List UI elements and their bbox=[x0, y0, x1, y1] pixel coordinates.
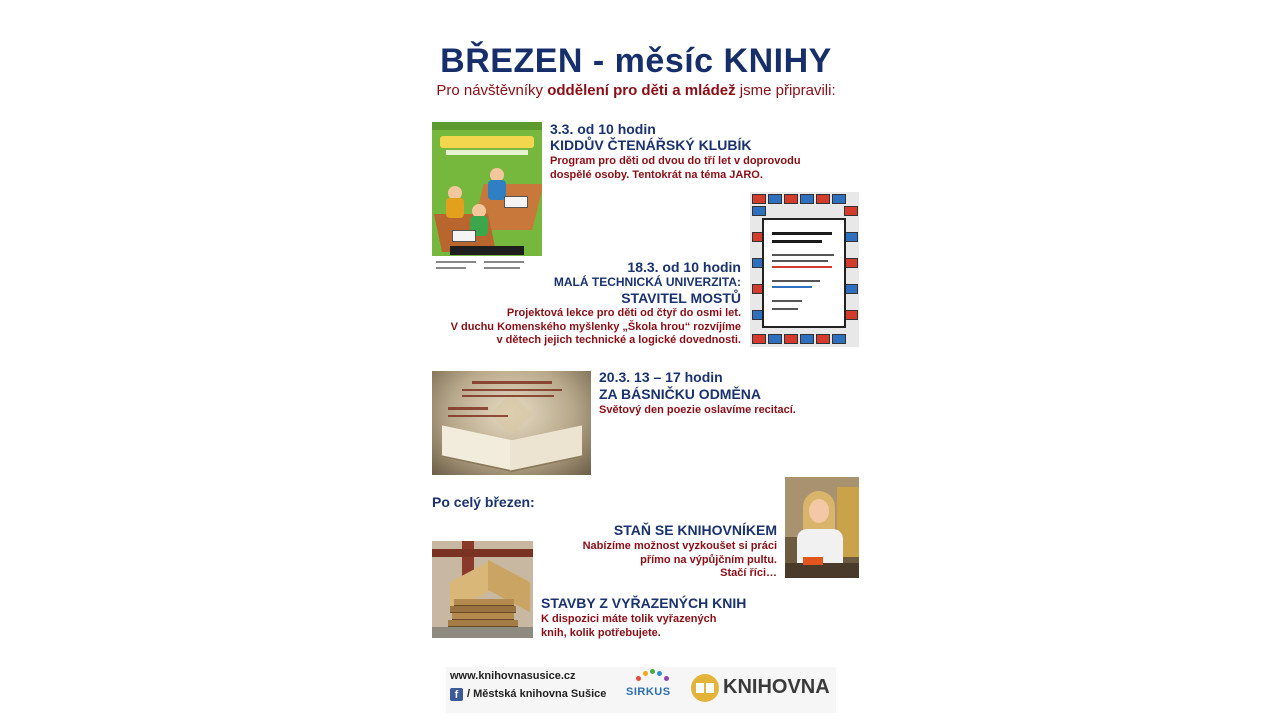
footer-facebook-link[interactable]: / Městská knihovna Sušice bbox=[467, 688, 607, 700]
event-3-description bbox=[599, 404, 849, 418]
event-1-title: KIDDŮV ČTENÁŘSKÝ KLUBÍK bbox=[550, 137, 752, 153]
event-2-desc-line: Projektová lekce pro děti od čtyř do osmi let. bbox=[506, 307, 741, 319]
event-3-desc-line: Světový den poezie oslavíme recitací. bbox=[599, 404, 796, 416]
poezie-poster-image bbox=[432, 371, 591, 475]
event-1-desc-line: Program pro děti od dvou do tří let v doprovodu bbox=[550, 155, 801, 167]
subtitle-text-end: jsme připravili: bbox=[735, 82, 836, 99]
page-subtitle bbox=[420, 82, 852, 99]
librarian-title: STAŇ SE KNIHOVNÍKEM bbox=[613, 522, 777, 538]
page-title: BŘEZEN - měsíc KNIHY bbox=[440, 42, 832, 80]
librarian-desc-line: Stačí říci… bbox=[720, 567, 777, 579]
event-1-date: 3.3. od 10 hodin bbox=[550, 121, 656, 137]
footer-website-link[interactable]: www.knihovnasusice.cz bbox=[450, 670, 576, 682]
sirkus-logo-text: SIRKUS bbox=[626, 686, 671, 698]
book-buildings-desc-line: knih, kolik potřebujete. bbox=[541, 626, 661, 639]
event-2-date: 18.3. od 10 hodin bbox=[627, 259, 741, 275]
book-buildings-desc-line: K dispozici máte tolik vyřazených bbox=[541, 613, 717, 625]
klubik-poster-image bbox=[432, 122, 542, 278]
librarian-desc-line: Nabízíme možnost vyzkoušet si práci bbox=[582, 540, 777, 552]
mtu-poster-image bbox=[750, 192, 859, 347]
librarian-desc-line: přímo na výpůjčním pultu. bbox=[640, 553, 777, 566]
librarian-photo bbox=[785, 477, 859, 578]
all-month-heading: Po celý březen: bbox=[432, 494, 535, 510]
event-2-subtitle: MALÁ TECHNICKÁ UNIVERZITA: bbox=[553, 275, 741, 289]
sirkus-logo-icon bbox=[630, 668, 670, 686]
event-1-description bbox=[550, 155, 840, 182]
facebook-icon: f bbox=[450, 688, 463, 701]
book-buildings-description bbox=[541, 613, 791, 640]
event-3-title: ZA BÁSNIČKU ODMĚNA bbox=[599, 386, 762, 402]
book-sculpture-photo bbox=[432, 541, 533, 638]
event-2-desc-line: v dětech jejich technické a logické dovednosti. bbox=[496, 334, 741, 346]
event-2-desc-line: V duchu Komenského myšlenky „Škola hrou“ rozvíjíme bbox=[450, 320, 741, 333]
book-buildings-title: STAVBY Z VYŘAZENÝCH KNIH bbox=[541, 595, 747, 611]
subtitle-text-start: Pro návštěvníky bbox=[436, 82, 548, 99]
event-2-title: STAVITEL MOSTŮ bbox=[621, 290, 741, 306]
event-3-date: 20.3. 13 – 17 hodin bbox=[599, 369, 723, 385]
subtitle-highlight: oddělení pro děti a mládež bbox=[547, 82, 736, 99]
knihovna-logo-text: KNIHOVNA bbox=[723, 676, 830, 698]
event-2-description bbox=[420, 307, 741, 348]
librarian-description bbox=[540, 540, 777, 581]
event-1-desc-line: dospělé osoby. Tentokrát na téma JARO. bbox=[550, 168, 763, 181]
knihovna-book-icon bbox=[691, 674, 719, 702]
